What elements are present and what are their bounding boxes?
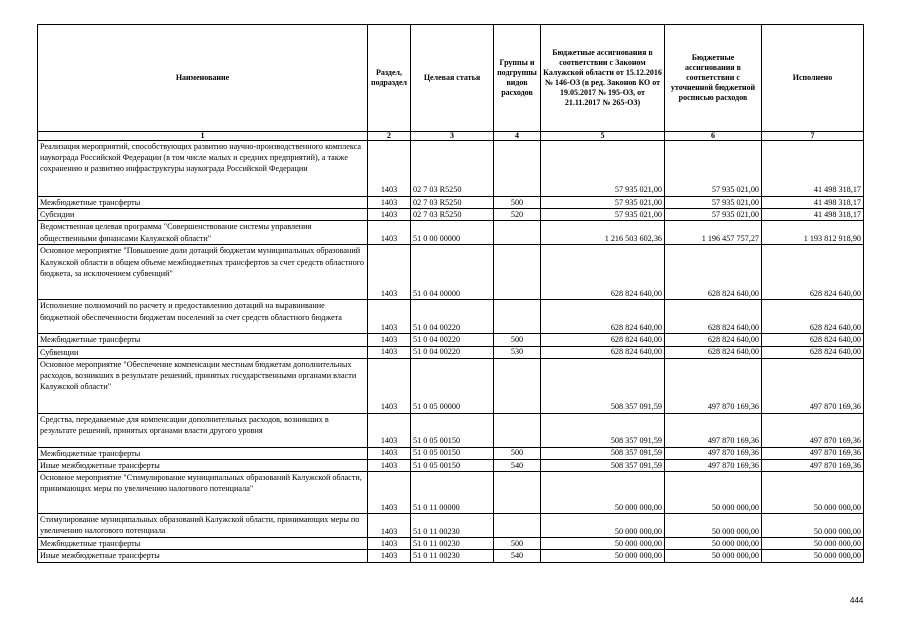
table-row <box>38 197 864 209</box>
row-section: 1403 <box>368 413 411 447</box>
row-law-amount: 50 000 000,00 <box>541 514 665 538</box>
row-group: 540 <box>494 550 541 562</box>
row-name: Основное мероприятие "Стимулирование муниципальных образований Калужской области, принимающих меры по увеличению налогового потенциала" <box>38 472 368 514</box>
row-section: 1403 <box>368 550 411 562</box>
row-group <box>494 514 541 538</box>
row-law-amount: 57 935 021,00 <box>541 209 665 221</box>
row-section: 1403 <box>368 514 411 538</box>
row-name: Субвенции <box>38 346 368 358</box>
row-target: 51 0 04 00220 <box>411 334 494 346</box>
row-group: 500 <box>494 334 541 346</box>
row-target: 51 0 11 00230 <box>411 550 494 562</box>
col-number: 2 <box>368 132 411 141</box>
table-row <box>38 221 864 245</box>
row-law-amount: 508 357 091,59 <box>541 460 665 472</box>
col-number: 6 <box>665 132 762 141</box>
row-name: Основное мероприятие "Повышение доли дотаций бюджетам муниципальных образований Калужской области в общем объеме межбюджетных трансфертов за счет средств областного бюджета, за исключением субвенций" <box>38 245 368 300</box>
table-row <box>38 460 864 472</box>
row-executed-amount: 41 498 318,17 <box>762 141 864 197</box>
row-law-amount: 50 000 000,00 <box>541 538 665 550</box>
row-law-amount: 50 000 000,00 <box>541 472 665 514</box>
row-executed-amount: 497 870 169,36 <box>762 447 864 459</box>
row-refined-amount: 497 870 169,36 <box>665 413 762 447</box>
row-refined-amount: 50 000 000,00 <box>665 538 762 550</box>
row-name: Реализация мероприятий, способствующих развитию научно-производственного комплекса наукограда Российской Федерации (в том числе малых и средних предприятий), а также сохранению и развитию инфраструктуры наукограда Российской Федерации <box>38 141 368 197</box>
row-section: 1403 <box>368 460 411 472</box>
row-section: 1403 <box>368 346 411 358</box>
row-target: 51 0 11 00230 <box>411 514 494 538</box>
row-refined-amount: 628 824 640,00 <box>665 245 762 300</box>
row-target: 51 0 05 00150 <box>411 447 494 459</box>
row-group: 530 <box>494 346 541 358</box>
row-refined-amount: 497 870 169,36 <box>665 447 762 459</box>
table-row <box>38 447 864 459</box>
row-target: 51 0 04 00000 <box>411 245 494 300</box>
row-group <box>494 300 541 334</box>
row-executed-amount: 628 824 640,00 <box>762 300 864 334</box>
header-groups: Группы и подгруппы видов расходов <box>494 25 541 132</box>
row-target: 51 0 04 00220 <box>411 300 494 334</box>
row-refined-amount: 1 196 457 757,27 <box>665 221 762 245</box>
row-target: 51 0 05 00000 <box>411 358 494 413</box>
row-group <box>494 413 541 447</box>
row-section: 1403 <box>368 209 411 221</box>
row-group: 500 <box>494 538 541 550</box>
row-executed-amount: 628 824 640,00 <box>762 245 864 300</box>
row-name: Средства, передаваемые для компенсации дополнительных расходов, возникших в результате решений, принятых органами власти другого уровня <box>38 413 368 447</box>
row-law-amount: 1 216 503 602,36 <box>541 221 665 245</box>
row-name: Субсидии <box>38 209 368 221</box>
row-executed-amount: 50 000 000,00 <box>762 514 864 538</box>
header-refined: Бюджетные ассигнования в соответствии с уточненной бюджетной росписью расходов <box>665 25 762 132</box>
row-law-amount: 508 357 091,59 <box>541 358 665 413</box>
row-group: 540 <box>494 460 541 472</box>
row-refined-amount: 497 870 169,36 <box>665 460 762 472</box>
header-executed: Исполнено <box>762 25 864 132</box>
col-number: 1 <box>38 132 368 141</box>
table-row <box>38 141 864 197</box>
table-row <box>38 334 864 346</box>
row-group <box>494 472 541 514</box>
row-law-amount: 628 824 640,00 <box>541 245 665 300</box>
row-name: Межбюджетные трансферты <box>38 334 368 346</box>
row-refined-amount: 57 935 021,00 <box>665 209 762 221</box>
row-law-amount: 508 357 091,59 <box>541 447 665 459</box>
table-body <box>38 141 864 563</box>
row-section: 1403 <box>368 221 411 245</box>
row-section: 1403 <box>368 358 411 413</box>
table-row <box>38 514 864 538</box>
table-row <box>38 413 864 447</box>
table-row <box>38 550 864 562</box>
row-law-amount: 628 824 640,00 <box>541 346 665 358</box>
row-target: 51 0 05 00150 <box>411 413 494 447</box>
row-group <box>494 221 541 245</box>
row-law-amount: 628 824 640,00 <box>541 300 665 334</box>
table-row <box>38 346 864 358</box>
row-name: Межбюджетные трансферты <box>38 447 368 459</box>
page-number: 444 <box>850 596 864 605</box>
row-executed-amount: 497 870 169,36 <box>762 413 864 447</box>
row-law-amount: 57 935 021,00 <box>541 197 665 209</box>
row-target: 51 0 11 00230 <box>411 538 494 550</box>
header-section: Раздел, подраздел <box>368 25 411 132</box>
row-law-amount: 508 357 091,59 <box>541 413 665 447</box>
row-refined-amount: 50 000 000,00 <box>665 472 762 514</box>
row-refined-amount: 50 000 000,00 <box>665 550 762 562</box>
row-executed-amount: 628 824 640,00 <box>762 346 864 358</box>
col-number: 5 <box>541 132 665 141</box>
row-target: 02 7 03 R5250 <box>411 141 494 197</box>
row-name: Иные межбюджетные трансферты <box>38 460 368 472</box>
row-group: 520 <box>494 209 541 221</box>
row-group: 500 <box>494 197 541 209</box>
row-group <box>494 141 541 197</box>
row-refined-amount: 628 824 640,00 <box>665 334 762 346</box>
row-group: 500 <box>494 447 541 459</box>
row-section: 1403 <box>368 197 411 209</box>
col-number: 7 <box>762 132 864 141</box>
row-section: 1403 <box>368 141 411 197</box>
table-row <box>38 245 864 300</box>
row-executed-amount: 628 824 640,00 <box>762 334 864 346</box>
row-target: 51 0 11 00000 <box>411 472 494 514</box>
row-executed-amount: 50 000 000,00 <box>762 538 864 550</box>
row-executed-amount: 41 498 318,17 <box>762 209 864 221</box>
row-target: 02 7 03 R5250 <box>411 209 494 221</box>
row-name: Стимулирование муниципальных образований Калужской области, принимающих меры по увеличению налогового потенциала <box>38 514 368 538</box>
row-executed-amount: 41 498 318,17 <box>762 197 864 209</box>
row-law-amount: 628 824 640,00 <box>541 334 665 346</box>
table-row <box>38 472 864 514</box>
row-section: 1403 <box>368 300 411 334</box>
row-refined-amount: 497 870 169,36 <box>665 358 762 413</box>
row-target: 51 0 05 00150 <box>411 460 494 472</box>
table-row <box>38 358 864 413</box>
row-name: Исполнение полномочий по расчету и предоставлению дотаций на выравнивание бюджетной обеспеченности бюджетам поселений за счет средств областного бюджета <box>38 300 368 334</box>
table-row <box>38 209 864 221</box>
row-target: 51 0 04 00220 <box>411 346 494 358</box>
row-refined-amount: 628 824 640,00 <box>665 346 762 358</box>
row-executed-amount: 497 870 169,36 <box>762 460 864 472</box>
header-target: Целевая статья <box>411 25 494 132</box>
row-refined-amount: 50 000 000,00 <box>665 514 762 538</box>
budget-table <box>37 24 864 563</box>
row-name: Межбюджетные трансферты <box>38 197 368 209</box>
col-number: 3 <box>411 132 494 141</box>
row-name: Иные межбюджетные трансферты <box>38 550 368 562</box>
row-executed-amount: 50 000 000,00 <box>762 472 864 514</box>
row-section: 1403 <box>368 472 411 514</box>
row-section: 1403 <box>368 447 411 459</box>
row-name: Ведомственная целевая программа "Совершенствование системы управления общественными финансами Калужской области" <box>38 221 368 245</box>
row-law-amount: 57 935 021,00 <box>541 141 665 197</box>
row-refined-amount: 628 824 640,00 <box>665 300 762 334</box>
row-law-amount: 50 000 000,00 <box>541 550 665 562</box>
table-row <box>38 300 864 334</box>
col-number: 4 <box>494 132 541 141</box>
row-group <box>494 358 541 413</box>
header-law: Бюджетные ассигнования в соответствии с Законом Калужской области от 15.12.2016 № 146-ОЗ (в ред. Законов КО от 19.05.2017 № 195-ОЗ, от 21.11.2017 № 265-ОЗ) <box>541 25 665 132</box>
row-executed-amount: 50 000 000,00 <box>762 550 864 562</box>
row-section: 1403 <box>368 538 411 550</box>
row-executed-amount: 497 870 169,36 <box>762 358 864 413</box>
row-refined-amount: 57 935 021,00 <box>665 197 762 209</box>
row-target: 02 7 03 R5250 <box>411 197 494 209</box>
row-name: Межбюджетные трансферты <box>38 538 368 550</box>
row-refined-amount: 57 935 021,00 <box>665 141 762 197</box>
row-name: Основное мероприятие "Обеспечение компенсации местным бюджетам дополнительных расходов, возникших в результате решений, принятых государственными органами власти Калужской области" <box>38 358 368 413</box>
row-group <box>494 245 541 300</box>
row-target: 51 0 00 00000 <box>411 221 494 245</box>
row-section: 1403 <box>368 245 411 300</box>
table-row <box>38 538 864 550</box>
row-executed-amount: 1 193 812 918,90 <box>762 221 864 245</box>
row-section: 1403 <box>368 334 411 346</box>
header-name: Наименование <box>38 25 368 132</box>
